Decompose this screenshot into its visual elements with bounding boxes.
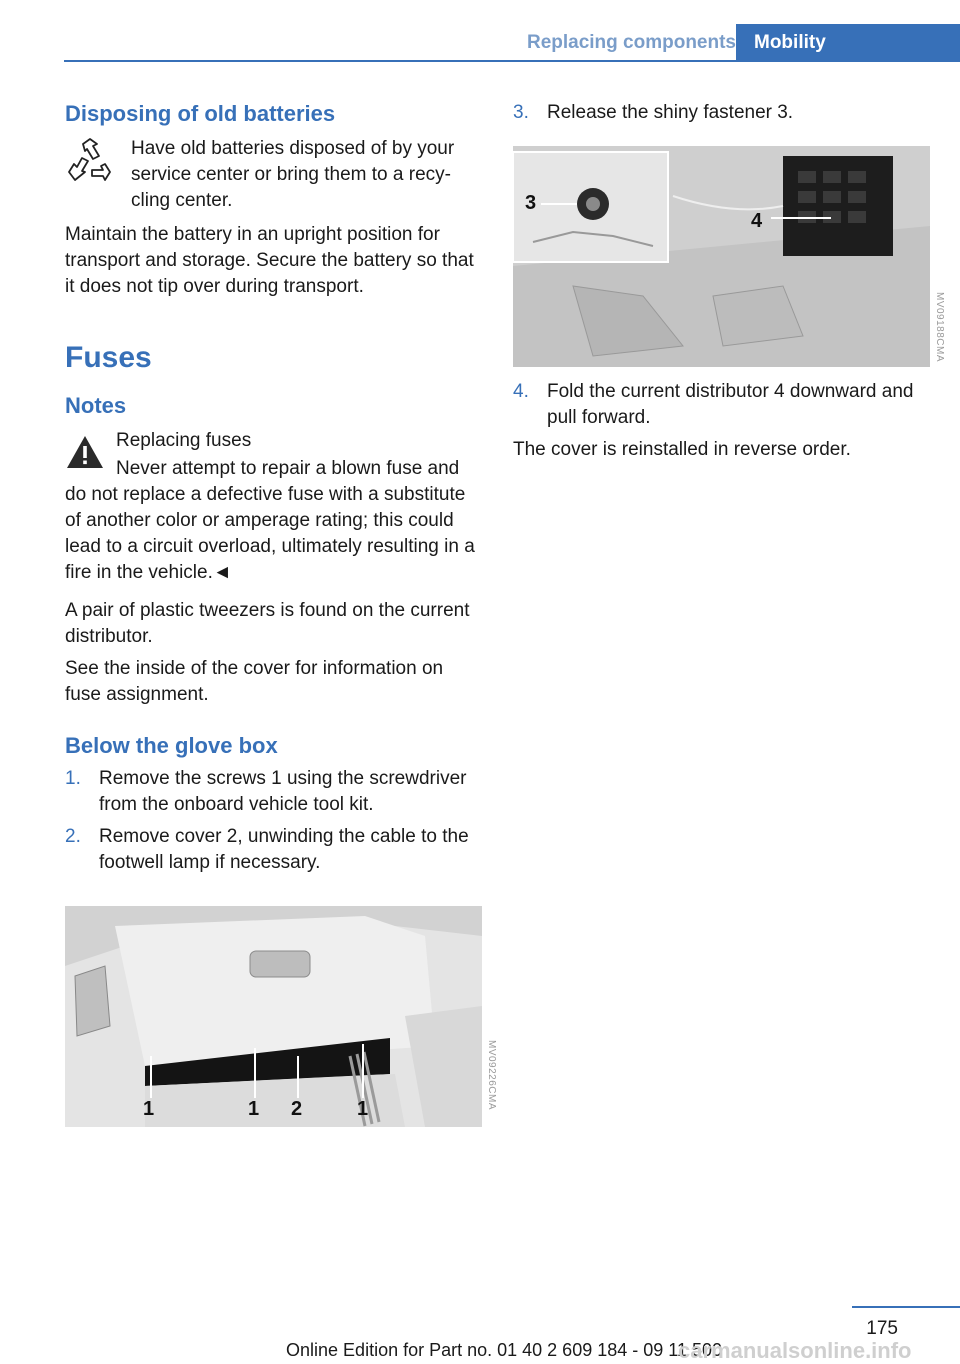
warning-icon — [65, 434, 105, 475]
fuses-title: Fuses — [65, 341, 152, 374]
step-number: 4. — [513, 381, 529, 402]
step-text: Fold the current distributor 4 downward and pull forward. — [547, 381, 914, 428]
disposing-title: Disposing of old batteries — [65, 101, 336, 126]
step-text: Remove the screws 1 using the screwdriver from the onboard vehicle tool kit. — [99, 768, 467, 815]
list-item — [513, 379, 931, 431]
callout-label: 4 — [751, 210, 763, 232]
warning-text: Never attempt to repair a blown fuse and do not replace a defective fuse with a substitute of another color or amperage rating; this could lead to a circuit overload, ultimately resulting in a fire in the vehicle.◄ — [65, 458, 475, 583]
left-column — [65, 100, 483, 1127]
fusebox-figure — [513, 146, 930, 367]
glovebox-steps — [65, 766, 483, 876]
callout-label: 1 — [143, 1098, 155, 1120]
page-number: 175 — [866, 1318, 898, 1339]
disposing-paragraph: Maintain the battery in an upright position for transport and storage. Secure the battery so that it does not tip over during transport. — [65, 224, 474, 297]
step-text: Remove cover 2, unwinding the cable to the footwell lamp if necessary. — [99, 826, 469, 873]
warning-block — [65, 428, 483, 586]
recycle-note-text: Have old batteries disposed of by your service center or bring them to a recy-cling center. — [131, 138, 455, 211]
glovebox-title: Below the glove box — [65, 733, 278, 758]
glovebox-figure — [65, 906, 482, 1127]
step-number: 3. — [513, 102, 529, 123]
step-number: 2. — [65, 826, 81, 847]
step-number: 1. — [65, 768, 81, 789]
list-item — [513, 100, 931, 126]
header-chapter-tab: Mobility — [736, 24, 960, 61]
tweezers-paragraph: A pair of plastic tweezers is found on the current distributor. — [65, 600, 470, 647]
callout-label: 1 — [357, 1098, 369, 1120]
footer-edition: Online Edition for Part no. 01 40 2 609 184 - 09 11 500 — [286, 1340, 722, 1360]
right-column — [513, 100, 931, 463]
footer-rule — [852, 1306, 960, 1308]
step-text: Release the shiny fastener 3. — [547, 102, 794, 123]
callout-label: 1 — [248, 1098, 260, 1120]
closing-paragraph: The cover is reinstalled in reverse order. — [513, 439, 851, 460]
image-code-left: MV09226CMA — [486, 1040, 497, 1111]
list-item — [65, 766, 483, 818]
warning-title: Replacing fuses — [116, 430, 252, 451]
recycle-icon — [65, 136, 115, 191]
recycle-note — [65, 136, 483, 214]
fusebox-illustration — [513, 146, 930, 367]
header-section-title: Replacing components — [526, 32, 736, 53]
notes-title: Notes — [65, 393, 127, 418]
watermark: carmanualsonline.info — [678, 1338, 912, 1363]
fuse-assignment-paragraph: See the inside of the cover for information on fuse assignment. — [65, 658, 444, 705]
header-rule — [64, 60, 960, 62]
callout-label: 3 — [525, 192, 537, 214]
list-item — [65, 824, 483, 876]
glovebox-illustration — [65, 906, 482, 1127]
image-code-right: MV09188CMA — [934, 292, 945, 363]
callout-label: 2 — [291, 1098, 303, 1120]
